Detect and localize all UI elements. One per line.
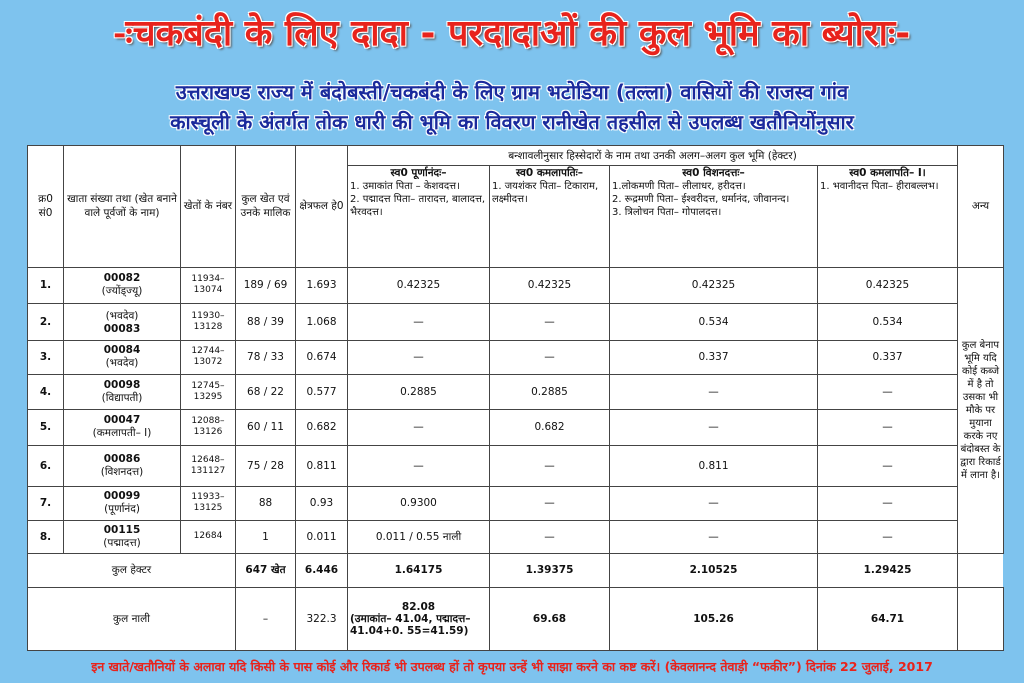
khata-cell xyxy=(64,521,181,553)
share-cell: 0.2885 xyxy=(490,375,610,409)
khata-cell xyxy=(64,409,181,446)
table-row xyxy=(28,267,1004,304)
total-hectare-label: कुल हेक्टर xyxy=(28,553,236,587)
khata-name: (ज्योंड्ज्यू) xyxy=(101,285,143,298)
share-cell: 0.811 xyxy=(610,446,818,487)
khata-cell xyxy=(64,375,181,409)
khata-name: (कमलापती– I) xyxy=(92,427,152,440)
footer-note: इन खाते/खतौनियों के अलावा यदि किसी के पास कोई और रिकार्ड भी उपलब्ध हों तो कृपया उन्हें भी साझा करने का कष्ट करें। (केवलानन्द तेवाड़ी “फकीर”) दिनांक 22 जुलाई, 2017 xyxy=(91,659,933,674)
share-cell: — xyxy=(610,486,818,520)
khet-no-cell: 11933–13125 xyxy=(181,486,236,520)
share-cell: 0.682 xyxy=(490,409,610,446)
total-area: 6.446 xyxy=(296,553,348,587)
owner-purnanand xyxy=(348,166,490,267)
share-cell: 0.337 xyxy=(610,340,818,374)
table-row xyxy=(28,304,1004,341)
total-share: 1.39375 xyxy=(490,553,610,587)
owner-line: 2. रूद्रमणी पिता– ईश्वरीदत्त, धर्मानंद, जीवानन्द। xyxy=(612,194,790,206)
share-cell: 0.337 xyxy=(818,340,958,374)
subtitle-line-2: कास्चूली के अंतर्गत तोक धारी की भूमि का विवरण रानीखेत तहसील से उपलब्ध खतौनियोंनुसार xyxy=(170,110,854,134)
table-row xyxy=(28,521,1004,553)
total-khet-cell: 68 / 22 xyxy=(236,375,296,409)
khet-no-cell: 11930–13128 xyxy=(181,304,236,341)
share-cell: — xyxy=(610,375,818,409)
serial-cell: 3. xyxy=(28,340,64,374)
header-area: क्षेत्रफल हे0 xyxy=(296,146,348,268)
header-lineage: बन्शावलीनुसार हिस्सेदारों के नाम तथा उनकी अलग–अलग कुल भूमि (हेक्टर) xyxy=(348,146,958,166)
area-cell: 1.693 xyxy=(296,267,348,304)
owner-head: स्व0 कमलापति– I। xyxy=(849,167,926,180)
area-cell: 0.682 xyxy=(296,409,348,446)
khata-cell xyxy=(64,446,181,487)
serial-cell: 8. xyxy=(28,521,64,553)
khata-name: (भवदेव) xyxy=(105,309,139,322)
nali-detail: (उमाकांत– 41.04, पद्मादत्त–41.04+0. 55=41.59) xyxy=(350,613,471,637)
khata-name: (भवदेव) xyxy=(105,357,139,370)
other-note-cell: कुल बेनाप भूमि यदि कोई कब्जे में है तो उसका भी मौके पर मुयाना करके नए बंदोबस्त के द्वारा रिकार्ड में लाना है। xyxy=(958,267,1004,553)
khata-number: 00098 xyxy=(103,378,141,391)
page-title: -ःचकबंदी के लिए दादा - परदादाओं की कुल भूमि का ब्योराः- xyxy=(113,13,911,54)
share-cell: — xyxy=(818,375,958,409)
header-khet-no: खेतों के नंबर xyxy=(181,146,236,268)
total-khet-cell: 189 / 69 xyxy=(236,267,296,304)
share-cell: — xyxy=(818,521,958,553)
khata-number: 00082 xyxy=(103,272,141,285)
share-cell: 0.011 / 0.55 नाली xyxy=(348,521,490,553)
share-cell: — xyxy=(490,446,610,487)
share-cell: 0.42325 xyxy=(610,267,818,304)
header-other: अन्य xyxy=(958,146,1004,268)
area-cell: 0.577 xyxy=(296,375,348,409)
khata-number: 00115 xyxy=(103,523,141,536)
share-cell: — xyxy=(818,409,958,446)
khata-number: 00084 xyxy=(103,344,141,357)
table-row xyxy=(28,486,1004,520)
empty-cell xyxy=(958,588,1004,651)
owner-line: 1. उमाकांत पिता – केशवदत्त। xyxy=(350,181,460,193)
total-khet-cell: 78 / 33 xyxy=(236,340,296,374)
share-cell: — xyxy=(610,521,818,553)
owner-line: 2. पद्मादत्त पिता– तारादत्त, बालादत्त, भैरवदत्त। xyxy=(350,194,486,219)
owner-head: स्व0 कमलापतिः– xyxy=(515,167,584,180)
khata-name: (विशनदत्त) xyxy=(100,465,144,478)
share-cell: — xyxy=(348,304,490,341)
header-total-khet: कुल खेत एवं उनके मालिक xyxy=(236,146,296,268)
total-khet-count: 647 खेत xyxy=(236,553,296,587)
share-cell: — xyxy=(610,409,818,446)
khata-number: 00086 xyxy=(103,452,141,465)
owner-kamlapati xyxy=(490,166,610,267)
owner-line: 1. भवानीदत्त पिता– हीराबल्लभ। xyxy=(820,181,939,193)
khata-cell xyxy=(64,304,181,341)
table-row xyxy=(28,409,1004,446)
total-nali-khet: – xyxy=(236,588,296,651)
share-cell: — xyxy=(490,340,610,374)
share-cell: — xyxy=(348,409,490,446)
owner-kamlapati-1 xyxy=(818,166,958,267)
area-cell: 0.011 xyxy=(296,521,348,553)
area-cell: 0.811 xyxy=(296,446,348,487)
total-khet-cell: 75 / 28 xyxy=(236,446,296,487)
serial-cell: 1. xyxy=(28,267,64,304)
total-nali-share xyxy=(348,588,490,651)
owner-line: 3. त्रिलोचन पिता– गोपालदत्त। xyxy=(612,207,722,219)
khet-no-cell: 12745–13295 xyxy=(181,375,236,409)
total-nali-share: 105.26 xyxy=(610,588,818,651)
total-share: 1.64175 xyxy=(348,553,490,587)
khata-cell xyxy=(64,486,181,520)
area-cell: 0.674 xyxy=(296,340,348,374)
share-cell: — xyxy=(490,486,610,520)
total-khet-cell: 88 / 39 xyxy=(236,304,296,341)
table-row xyxy=(28,446,1004,487)
total-nali-area: 322.3 xyxy=(296,588,348,651)
total-nali-share: 69.68 xyxy=(490,588,610,651)
total-nali-label: कुल नाली xyxy=(28,588,236,651)
total-nali-share: 64.71 xyxy=(818,588,958,651)
share-cell: 0.42325 xyxy=(818,267,958,304)
serial-cell: 5. xyxy=(28,409,64,446)
serial-cell: 6. xyxy=(28,446,64,487)
total-nali-row xyxy=(28,588,1004,651)
land-record-table xyxy=(27,145,1004,651)
area-cell: 1.068 xyxy=(296,304,348,341)
owner-head: स्व0 पूर्णानंदः– xyxy=(390,167,447,180)
khata-number: 00083 xyxy=(103,322,141,335)
khata-number: 00047 xyxy=(103,414,141,427)
table-row xyxy=(28,375,1004,409)
land-record-table-wrapper xyxy=(27,145,1003,651)
serial-cell: 4. xyxy=(28,375,64,409)
khet-no-cell: 12088–13126 xyxy=(181,409,236,446)
total-share: 2.10525 xyxy=(610,553,818,587)
total-share: 1.29425 xyxy=(818,553,958,587)
share-cell: 0.42325 xyxy=(490,267,610,304)
owner-line: 1.लोकमणी पिता– लीलाधर, हरीदत्त। xyxy=(612,181,746,193)
owner-line: 1. जयशंकर पिता– टिकाराम, लक्ष्मीदत्त। xyxy=(492,181,599,206)
area-cell: 0.93 xyxy=(296,486,348,520)
owner-head: स्व0 विशनदत्तः– xyxy=(682,167,745,180)
total-khet-cell: 1 xyxy=(236,521,296,553)
khet-no-cell: 12648–131127 xyxy=(181,446,236,487)
header-serial: क्र0 सं0 xyxy=(28,146,64,268)
share-cell: 0.534 xyxy=(610,304,818,341)
nali-value: 82.08 xyxy=(401,601,436,613)
serial-cell: 2. xyxy=(28,304,64,341)
khata-cell xyxy=(64,267,181,304)
subtitle-line-1: उत्तराखण्ड राज्य में बंदोबस्ती/चकबंदी के लिए ग्राम भटोडिया (तल्ला) वासियों की राजस्व गांव xyxy=(175,80,849,104)
khata-name: (विद्यापती) xyxy=(101,391,143,404)
khet-no-cell: 12684 xyxy=(181,521,236,553)
share-cell: — xyxy=(348,340,490,374)
header-khata: खाता संख्या तथा (खेत बनाने वाले पूर्वजों के नाम) xyxy=(64,146,181,268)
serial-cell: 7. xyxy=(28,486,64,520)
total-khet-cell: 88 xyxy=(236,486,296,520)
khata-number: 00099 xyxy=(103,490,141,503)
share-cell: 0.9300 xyxy=(348,486,490,520)
owner-vishandatt xyxy=(610,166,818,267)
share-cell: 0.534 xyxy=(818,304,958,341)
share-cell: 0.42325 xyxy=(348,267,490,304)
total-hectare-row xyxy=(28,553,1004,587)
share-cell: — xyxy=(818,446,958,487)
share-cell: — xyxy=(490,521,610,553)
total-khet-cell: 60 / 11 xyxy=(236,409,296,446)
khata-name: (पद्मादत्त) xyxy=(103,536,141,549)
share-cell: — xyxy=(490,304,610,341)
khet-no-cell: 11934–13074 xyxy=(181,267,236,304)
share-cell: 0.2885 xyxy=(348,375,490,409)
khata-cell xyxy=(64,340,181,374)
share-cell: — xyxy=(348,446,490,487)
khata-name: (पूर्णानंद) xyxy=(104,503,140,516)
share-cell: — xyxy=(818,486,958,520)
table-row xyxy=(28,340,1004,374)
khet-no-cell: 12744–13072 xyxy=(181,340,236,374)
